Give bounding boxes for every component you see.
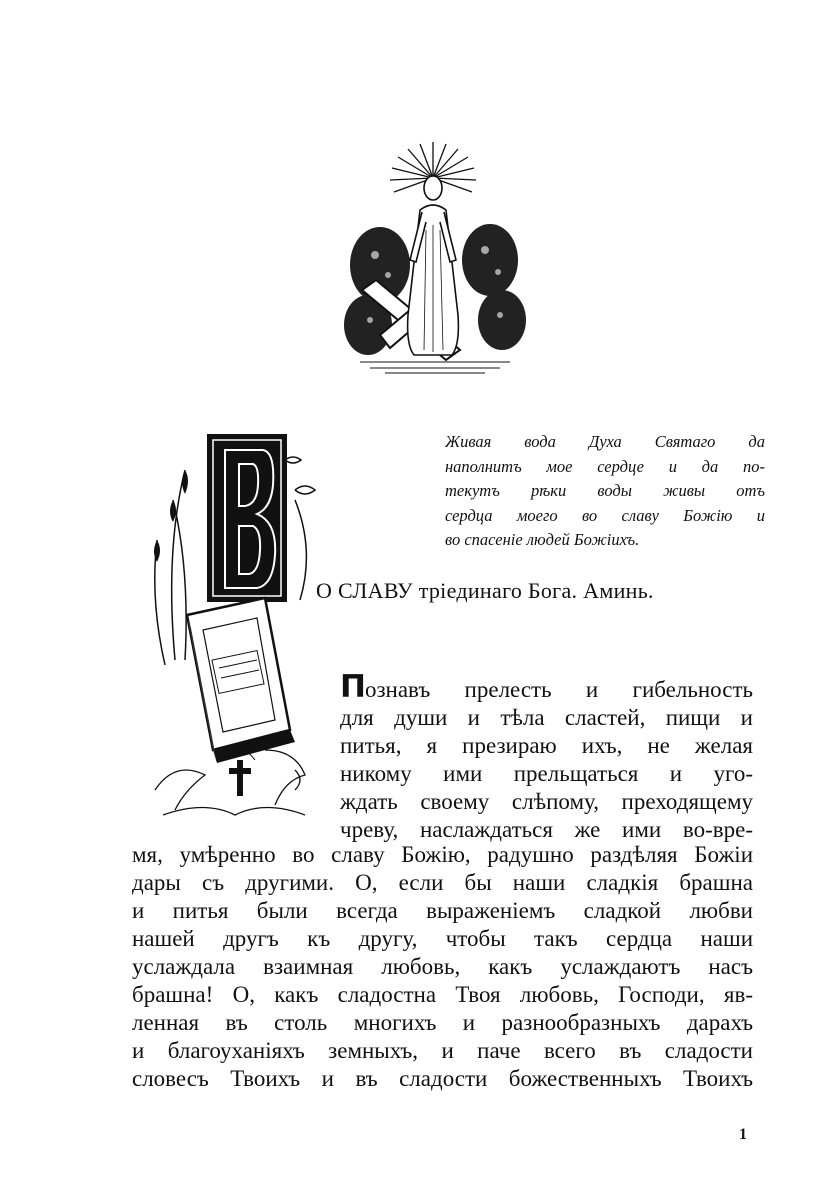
- ornamental-initial-letter: [145, 430, 320, 820]
- body-line: и питья были всегда выраженіемъ сладкой любви: [132, 898, 753, 923]
- epigraph-line: сердца моего во славу Божію и: [445, 505, 765, 525]
- opening-heading: О СЛАВУ тріединаго Бога. Аминь.: [316, 578, 654, 603]
- christ-vignette-illustration: [340, 140, 530, 375]
- body-line: нашей другъ къ другу, чтобы такъ сердца наши: [132, 926, 753, 951]
- page-number: 1: [739, 1126, 747, 1143]
- body-line: никому ими прельщаться и уго-: [340, 761, 753, 786]
- body-line: питья, я презираю ихъ, не желая: [340, 733, 753, 758]
- body-line: чреву, наслаждаться же ими во-вре-: [340, 817, 753, 842]
- drop-cap: П: [340, 669, 365, 705]
- body-text-narrow: [340, 669, 753, 844]
- epigraph: [445, 430, 765, 553]
- body-line: услаждала взаимная любовь, какъ услаждаютъ насъ: [132, 954, 753, 979]
- body-line: и благоуханіяхъ земныхъ, и паче всего въ сладости: [132, 1038, 753, 1063]
- body-line: [340, 669, 753, 705]
- epigraph-line: наполнитъ мое сердце и да по-: [445, 456, 765, 476]
- body-line: ленная въ столь многихъ и разнообразныхъ дарахъ: [132, 1010, 753, 1035]
- epigraph-line: во спасеніе людей Божіихъ.: [445, 530, 640, 549]
- body-text-wide: [132, 841, 753, 1093]
- body-line-text: ознавъ прелесть и гибельность: [364, 677, 753, 702]
- body-line: для души и тѣла сластей, пищи и: [340, 705, 753, 730]
- body-line: дары съ другими. О, если бы наши сладкія брашна: [132, 870, 753, 895]
- epigraph-line: текутъ рѣки воды живы отъ: [445, 481, 765, 500]
- body-line: ждать своему слѣпому, преходящему: [340, 789, 753, 814]
- body-line: брашна! О, какъ сладостна Твоя любовь, Господи, яв-: [132, 982, 753, 1007]
- body-line: словесъ Твоихъ и въ сладости божественныхъ Твоихъ: [132, 1066, 753, 1091]
- epigraph-line: Живая вода Духа Святаго да: [445, 432, 765, 451]
- body-line: мя, умѣренно во славу Божію, радушно раздѣляя Божіи: [132, 842, 753, 867]
